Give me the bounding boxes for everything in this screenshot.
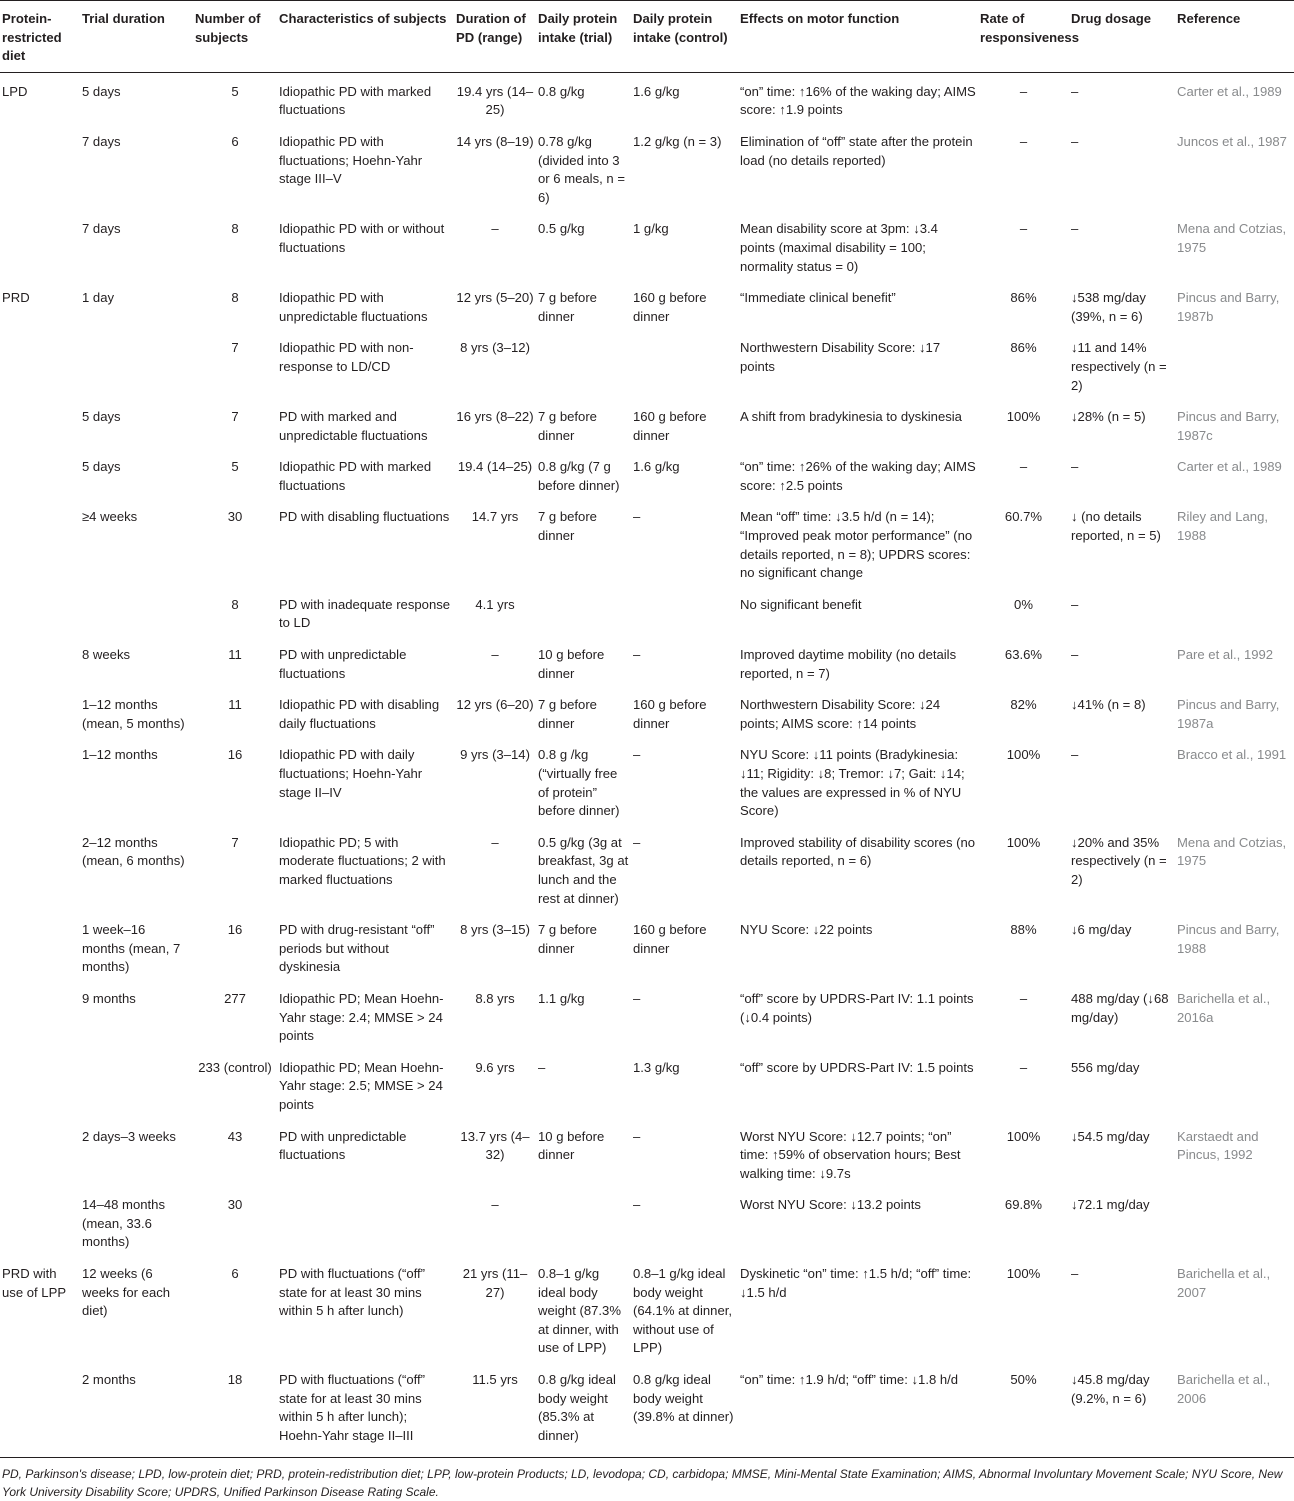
- table-row: [0, 123, 1294, 210]
- cell-diet: [0, 210, 80, 279]
- cell-intake-control: 1.3 g/kg: [633, 1059, 680, 1075]
- cell-intake-control: 160 g before dinner: [633, 409, 707, 443]
- cell-number-of-subjects: 18: [227, 1372, 243, 1388]
- cell-reference: [1175, 1186, 1294, 1255]
- table-row: [0, 72, 1294, 123]
- cell-intake-trial: [536, 586, 631, 636]
- cell-effects: “Immediate clinical benefit”: [740, 290, 896, 306]
- cell-rate: 88%: [1010, 922, 1037, 938]
- cell-pd-duration: 19.4 yrs (14–25): [456, 83, 534, 118]
- cell-effects: NYU Score: ↓22 points: [740, 922, 873, 938]
- cell-characteristics: PD with inadequate response to LD: [279, 596, 451, 631]
- table-row: [0, 1255, 1294, 1361]
- cell-intake-trial: 0.8–1 g/kg ideal body weight (87.3% at dinner, with use of LPP): [538, 1266, 621, 1356]
- cell-trial-duration: 1 day: [82, 290, 115, 306]
- cell-intake-trial: 0.8 g/kg ideal body weight (85.3% at dinner): [538, 1372, 616, 1443]
- cell-rate: –: [1019, 221, 1028, 237]
- cell-number-of-subjects: 5: [231, 459, 239, 475]
- cell-intake-control: 160 g before dinner: [633, 290, 707, 324]
- table-row: [0, 210, 1294, 279]
- cell-characteristics: PD with unpredictable fluctuations: [279, 647, 407, 681]
- cell-effects: Northwestern Disability Score: ↓24 points; AIMS score: ↑14 points: [740, 697, 941, 731]
- cell-characteristics: [277, 1186, 454, 1255]
- cell-effects: Improved daytime mobility (no details reported, n = 7): [740, 647, 957, 681]
- cell-intake-trial: 0.5 g/kg: [538, 221, 585, 237]
- cell-intake-trial: 7 g before dinner: [538, 290, 597, 324]
- cell-pd-duration: 14 yrs (8–19): [456, 133, 534, 149]
- cell-intake-control: [631, 329, 738, 398]
- cell-pd-duration: 13.7 yrs (4–32): [460, 1128, 530, 1163]
- cell-intake-control: –: [633, 747, 641, 763]
- cell-trial-duration: 2 days–3 weeks: [82, 1128, 176, 1144]
- cell-rate: 63.6%: [1004, 647, 1043, 663]
- cell-effects: Improved stability of disability scores (no details reported, n = 6): [740, 834, 976, 869]
- cell-reference: Mena and Cotzias, 1975: [1177, 834, 1287, 869]
- cell-intake-control: –: [633, 1128, 641, 1144]
- table-footnote: PD, Parkinson's disease; LPD, low-protein diet; PRD, protein-redistribution diet; LPP, low-protein Products; LD, levodopa; CD, carbidopa; MMSE, Mini-Mental State Examination; AIMS, Abnormal Involuntary Movement Scale; NYU Score, New York University Disability Score; UPDRS, Unified Parkinson Disease Rating Scale.: [2, 1467, 1283, 1500]
- cell-intake-control: 160 g before dinner: [633, 922, 707, 956]
- table-row: [0, 911, 1294, 980]
- cell-number-of-subjects: 7: [231, 834, 239, 850]
- cell-effects: “on” time: ↑16% of the waking day; AIMS score: ↑1.9 points: [740, 83, 976, 118]
- cell-reference: Pincus and Barry, 1987c: [1177, 409, 1280, 443]
- cell-diet: [0, 398, 80, 448]
- cell-intake-trial: 7 g before dinner: [538, 509, 597, 544]
- table-row: [0, 736, 1294, 823]
- cell-intake-trial: 0.8 g /kg (“virtually free of protein” before dinner): [538, 747, 620, 819]
- table-row: [0, 1186, 1294, 1255]
- cell-characteristics: Idiopathic PD with marked fluctuations: [279, 459, 432, 493]
- cell-effects: Mean disability score at 3pm: ↓3.4 points (maximal disability = 100; normality status = 0): [740, 221, 938, 274]
- cell-intake-control: 1.6 g/kg: [633, 459, 680, 475]
- cell-number-of-subjects: 30: [227, 1197, 243, 1213]
- cell-characteristics: PD with disabling fluctuations: [279, 509, 450, 525]
- cell-rate: –: [1019, 459, 1028, 475]
- cell-intake-control: 0.8 g/kg ideal body weight (39.8% at dinner): [633, 1372, 734, 1425]
- cell-pd-duration: 4.1 yrs: [475, 596, 515, 612]
- cell-intake-trial: 10 g before dinner: [538, 1128, 605, 1163]
- cell-drug-dosage: –: [1071, 83, 1079, 99]
- cell-pd-duration: 16 yrs (8–22): [456, 409, 534, 425]
- cell-diet: PRD with use of LPP: [2, 1266, 67, 1300]
- cell-rate: –: [1019, 83, 1028, 99]
- cell-pd-duration: 8.8 yrs: [475, 990, 515, 1006]
- header-diet: Protein-restricted diet: [2, 11, 62, 64]
- cell-trial-duration: 14–48 months (mean, 33.6 months): [82, 1197, 165, 1250]
- cell-intake-trial: –: [538, 1059, 546, 1075]
- cell-trial-duration: 5 days: [82, 459, 121, 475]
- table-row: [0, 824, 1294, 911]
- cell-effects: Dyskinetic “on” time: ↑1.5 h/d; “off” time: ↓1.5 h/d: [740, 1266, 972, 1300]
- cell-intake-trial: 0.5 g/kg (3g at breakfast, 3g at lunch and the rest at dinner): [538, 834, 629, 906]
- cell-number-of-subjects: 233 (control): [198, 1059, 272, 1075]
- cell-effects: A shift from bradykinesia to dyskinesia: [740, 409, 962, 425]
- cell-intake-trial: 7 g before dinner: [538, 409, 597, 443]
- cell-intake-trial: 10 g before dinner: [538, 647, 605, 681]
- cell-reference: Riley and Lang, 1988: [1177, 509, 1268, 544]
- cell-drug-dosage: –: [1071, 747, 1079, 763]
- cell-characteristics: Idiopathic PD; 5 with moderate fluctuations; 2 with marked fluctuations: [279, 834, 446, 887]
- cell-drug-dosage: –: [1071, 1266, 1079, 1282]
- cell-pd-duration: –: [491, 221, 499, 237]
- table-row: [0, 498, 1294, 585]
- cell-drug-dosage: –: [1071, 596, 1079, 612]
- cell-rate: –: [1019, 133, 1028, 149]
- cell-reference: Juncos et al., 1987: [1177, 133, 1287, 149]
- cell-drug-dosage: –: [1071, 133, 1079, 149]
- cell-pd-duration: –: [491, 1197, 499, 1213]
- cell-number-of-subjects: 30: [227, 509, 243, 525]
- cell-diet: [0, 1118, 80, 1187]
- cell-number-of-subjects: 16: [227, 922, 243, 938]
- cell-rate: 69.8%: [1004, 1197, 1043, 1213]
- cell-number-of-subjects: 11: [228, 697, 242, 713]
- cell-number-of-subjects: 6: [231, 1266, 239, 1282]
- cell-trial-duration: 8 weeks: [82, 647, 131, 663]
- cell-rate: 86%: [1010, 340, 1037, 356]
- cell-effects: No significant benefit: [740, 596, 862, 612]
- cell-pd-duration: 9 yrs (3–14): [460, 747, 530, 763]
- cell-diet: [0, 586, 80, 636]
- table-row: [0, 1049, 1294, 1118]
- cell-diet: [0, 498, 80, 585]
- cell-intake-trial: 0.8 g/kg (7 g before dinner): [538, 459, 620, 493]
- cell-effects: “on” time: ↑1.9 h/d; “off” time: ↓1.8 h/d: [740, 1372, 959, 1388]
- cell-reference: Bracco et al., 1991: [1177, 747, 1287, 763]
- header-drug-dosage: Drug dosage: [1071, 11, 1152, 26]
- cell-reference: [1175, 1049, 1294, 1118]
- cell-diet: [0, 736, 80, 823]
- cell-pd-duration: 12 yrs (5–20): [456, 290, 534, 306]
- cell-reference: [1175, 329, 1294, 398]
- table-row: [0, 1118, 1294, 1187]
- cell-rate: 60.7%: [1004, 509, 1043, 525]
- cell-reference: Karstaedt and Pincus, 1992: [1177, 1128, 1259, 1163]
- cell-characteristics: Idiopathic PD with unpredictable fluctuations: [279, 290, 428, 324]
- cell-pd-duration: 8 yrs (3–15): [460, 922, 530, 938]
- cell-diet: [0, 1361, 80, 1457]
- cell-intake-control: –: [633, 834, 641, 850]
- cell-trial-duration: ≥4 weeks: [82, 509, 138, 525]
- cell-reference: Pincus and Barry, 1988: [1177, 922, 1280, 956]
- cell-reference: Mena and Cotzias, 1975: [1177, 221, 1287, 255]
- cell-drug-dosage: ↓41% (n = 8): [1071, 697, 1146, 713]
- header-number-of-subjects: Number of subjects: [195, 11, 261, 45]
- cell-pd-duration: 11.5 yrs: [472, 1372, 518, 1388]
- cell-effects: Elimination of “off” state after the protein load (no details reported): [740, 133, 973, 168]
- cell-rate: 100%: [1006, 1266, 1041, 1282]
- cell-characteristics: PD with drug-resistant “off” periods but without dyskinesia: [279, 922, 435, 975]
- cell-number-of-subjects: 7: [231, 340, 239, 356]
- cell-drug-dosage: ↓20% and 35% respectively (n = 2): [1071, 834, 1167, 887]
- cell-rate: 50%: [1010, 1372, 1037, 1388]
- cell-drug-dosage: ↓ (no details reported, n = 5): [1071, 509, 1161, 544]
- cell-effects: NYU Score: ↓11 points (Bradykinesia: ↓11; Rigidity: ↓8; Tremor: ↓7; Gait: ↓14; the values are expressed in % of NYU Score): [740, 747, 965, 819]
- cell-trial-duration: 5 days: [82, 83, 121, 99]
- cell-diet: [0, 636, 80, 686]
- table-row: [0, 636, 1294, 686]
- cell-effects: “on” time: ↑26% of the waking day; AIMS score: ↑2.5 points: [740, 459, 976, 493]
- table-body: [0, 72, 1294, 1457]
- cell-trial-duration: 1–12 months: [82, 747, 158, 763]
- table-header-row: [0, 1, 1294, 73]
- cell-characteristics: Idiopathic PD with non-response to LD/CD: [279, 340, 414, 374]
- cell-number-of-subjects: 8: [231, 221, 239, 237]
- cell-trial-duration: 2–12 months (mean, 6 months): [82, 834, 185, 869]
- cell-number-of-subjects: 43: [227, 1128, 243, 1144]
- cell-trial-duration: 9 months: [82, 990, 136, 1006]
- cell-characteristics: Idiopathic PD; Mean Hoehn-Yahr stage: 2.4; MMSE > 24 points: [279, 990, 444, 1044]
- cell-reference: [1175, 586, 1294, 636]
- cell-intake-control: 1.6 g/kg: [633, 83, 680, 99]
- cell-diet: [0, 329, 80, 398]
- cell-drug-dosage: ↓28% (n = 5): [1071, 409, 1146, 425]
- cell-drug-dosage: ↓45.8 mg/day (9.2%, n = 6): [1071, 1372, 1150, 1406]
- cell-pd-duration: 9.6 yrs: [475, 1059, 515, 1075]
- cell-trial-duration: 1–12 months (mean, 5 months): [82, 697, 185, 731]
- cell-drug-dosage: ↓11 and 14% respectively (n = 2): [1071, 340, 1167, 393]
- header-intake-trial: Daily protein intake (trial): [538, 11, 618, 45]
- cell-characteristics: PD with unpredictable fluctuations: [279, 1128, 407, 1163]
- cell-characteristics: Idiopathic PD with daily fluctuations; Hoehn-Yahr stage II–IV: [279, 747, 423, 800]
- cell-reference: Carter et al., 1989: [1177, 459, 1282, 475]
- cell-reference: Carter et al., 1989: [1177, 83, 1282, 99]
- cell-diet: [0, 824, 80, 911]
- cell-intake-control: 160 g before dinner: [633, 697, 707, 731]
- cell-number-of-subjects: 16: [227, 747, 243, 763]
- cell-diet: [0, 448, 80, 498]
- cell-intake-control: [631, 586, 738, 636]
- cell-rate: –: [1019, 1059, 1028, 1075]
- cell-trial-duration: 7 days: [82, 221, 121, 237]
- cell-drug-dosage: 488 mg/day (↓68 mg/day): [1071, 990, 1169, 1025]
- cell-intake-trial: [536, 1186, 631, 1255]
- cell-drug-dosage: ↓54.5 mg/day: [1071, 1128, 1150, 1144]
- header-intake-control: Daily protein intake (control): [633, 11, 728, 45]
- cell-reference: Barichella et al., 2007: [1177, 1266, 1271, 1300]
- cell-rate: –: [1019, 990, 1028, 1006]
- cell-drug-dosage: –: [1071, 221, 1079, 237]
- cell-reference: Pincus and Barry, 1987a: [1177, 697, 1280, 731]
- cell-intake-control: –: [633, 990, 641, 1006]
- cell-intake-control: –: [633, 1197, 641, 1213]
- cell-pd-duration: 19.4 (14–25): [457, 459, 533, 475]
- cell-characteristics: Idiopathic PD with disabling daily fluctuations: [279, 697, 440, 731]
- table-row: [0, 329, 1294, 398]
- cell-reference: Barichella et al., 2016a: [1177, 990, 1271, 1025]
- table-row: [0, 980, 1294, 1049]
- cell-pd-duration: –: [491, 647, 499, 663]
- cell-diet: LPD: [2, 83, 28, 99]
- cell-characteristics: Idiopathic PD with fluctuations; Hoehn-Yahr stage III–V: [279, 133, 423, 187]
- header-rate: Rate of responsiveness: [980, 11, 1079, 45]
- cell-characteristics: PD with marked and unpredictable fluctuations: [279, 409, 428, 443]
- cell-trial-duration: 5 days: [82, 409, 121, 425]
- cell-rate: 100%: [1006, 1128, 1041, 1144]
- cell-trial-duration: 12 weeks (6 weeks for each diet): [82, 1266, 171, 1319]
- cell-number-of-subjects: 8: [231, 596, 239, 612]
- cell-rate: 100%: [1006, 747, 1041, 763]
- cell-number-of-subjects: 8: [231, 290, 239, 306]
- cell-effects: Mean “off” time: ↓3.5 h/d (n = 14); “Improved peak motor performance” (no details reported, n = 8); UPDRS scores: no significant change: [740, 509, 973, 581]
- cell-reference: Pincus and Barry, 1987b: [1177, 290, 1280, 324]
- cell-effects: “off” score by UPDRS-Part IV: 1.5 points: [740, 1059, 974, 1075]
- cell-characteristics: Idiopathic PD with or without fluctuations: [279, 221, 445, 255]
- cell-drug-dosage: ↓538 mg/day (39%, n = 6): [1071, 290, 1146, 324]
- cell-pd-duration: 12 yrs (6–20): [456, 697, 534, 713]
- cell-effects: Northwestern Disability Score: ↓17 points: [740, 340, 941, 374]
- cell-diet: PRD: [2, 290, 30, 306]
- cell-drug-dosage: ↓72.1 mg/day: [1071, 1197, 1150, 1213]
- cell-drug-dosage: ↓6 mg/day: [1071, 922, 1132, 938]
- cell-intake-trial: 7 g before dinner: [538, 697, 597, 731]
- cell-characteristics: PD with fluctuations (“off” state for at least 30 mins within 5 h after lunch): [279, 1266, 426, 1319]
- cell-number-of-subjects: 6: [231, 133, 239, 149]
- cell-trial-duration: 1 week–16 months (mean, 7 months): [82, 922, 181, 975]
- cell-rate: 0%: [1014, 596, 1033, 612]
- cell-drug-dosage: 556 mg/day: [1071, 1059, 1140, 1075]
- table-row: [0, 448, 1294, 498]
- table-row: [0, 398, 1294, 448]
- cell-effects: Worst NYU Score: ↓12.7 points; “on” time: ↑59% of observation hours; Best walking time: ↓9.7s: [740, 1128, 961, 1181]
- cell-trial-duration: [80, 329, 193, 398]
- cell-intake-trial: 0.78 g/kg (divided into 3 or 6 meals, n = 6): [538, 133, 625, 205]
- cell-reference: Pare et al., 1992: [1177, 647, 1274, 663]
- cell-intake-trial: 0.8 g/kg: [538, 83, 585, 99]
- cell-number-of-subjects: 11: [228, 647, 242, 663]
- cell-intake-trial: [536, 329, 631, 398]
- cell-intake-trial: 1.1 g/kg: [538, 990, 585, 1006]
- cell-intake-control: –: [633, 647, 641, 663]
- cell-number-of-subjects: 277: [224, 990, 246, 1006]
- cell-rate: 100%: [1006, 409, 1041, 425]
- cell-number-of-subjects: 5: [231, 83, 239, 99]
- cell-characteristics: PD with fluctuations (“off” state for at least 30 mins within 5 h after lunch); Hoehn-Yahr stage II–III: [279, 1372, 426, 1443]
- cell-diet: [0, 980, 80, 1049]
- cell-diet: [0, 686, 80, 736]
- cell-intake-control: 1 g/kg: [633, 221, 669, 237]
- table-row: [0, 1361, 1294, 1457]
- header-reference: Reference: [1177, 11, 1241, 26]
- cell-characteristics: Idiopathic PD with marked fluctuations: [279, 83, 432, 118]
- cell-effects: “off” score by UPDRS-Part IV: 1.1 points (↓0.4 points): [740, 990, 974, 1025]
- cell-trial-duration: [80, 1049, 193, 1118]
- cell-diet: [0, 1186, 80, 1255]
- cell-pd-duration: 21 yrs (11–27): [462, 1266, 528, 1300]
- cell-diet: [0, 123, 80, 210]
- cell-rate: 100%: [1006, 834, 1041, 850]
- table-row: [0, 586, 1294, 636]
- table-row: [0, 686, 1294, 736]
- cell-pd-duration: 14.7 yrs: [471, 509, 519, 525]
- cell-rate: 86%: [1010, 290, 1037, 306]
- cell-effects: Worst NYU Score: ↓13.2 points: [740, 1197, 921, 1213]
- header-characteristics: Characteristics of subjects: [279, 11, 447, 26]
- cell-number-of-subjects: 7: [231, 409, 239, 425]
- cell-trial-duration: 7 days: [82, 133, 121, 149]
- cell-pd-duration: 8 yrs (3–12): [460, 340, 530, 356]
- cell-drug-dosage: –: [1071, 647, 1079, 663]
- cell-diet: [0, 911, 80, 980]
- header-trial-duration: Trial duration: [82, 11, 165, 26]
- cell-rate: 82%: [1010, 697, 1037, 713]
- cell-diet: [0, 1049, 80, 1118]
- cell-intake-control: 1.2 g/kg (n = 3): [633, 133, 722, 149]
- cell-intake-trial: 7 g before dinner: [538, 922, 597, 956]
- cell-trial-duration: 2 months: [82, 1372, 136, 1388]
- cell-intake-control: 0.8–1 g/kg ideal body weight (64.1% at dinner, without use of LPP): [633, 1266, 732, 1356]
- cell-characteristics: Idiopathic PD; Mean Hoehn-Yahr stage: 2.5; MMSE > 24 points: [279, 1059, 444, 1112]
- header-pd-duration: Duration of PD (range): [456, 11, 526, 45]
- cell-reference: Barichella et al., 2006: [1177, 1372, 1271, 1406]
- header-effects: Effects on motor function: [740, 11, 900, 26]
- table-row: [0, 279, 1294, 329]
- cell-trial-duration: [80, 586, 193, 636]
- cell-intake-control: –: [633, 509, 641, 525]
- cell-pd-duration: –: [491, 834, 499, 850]
- cell-drug-dosage: –: [1071, 459, 1079, 475]
